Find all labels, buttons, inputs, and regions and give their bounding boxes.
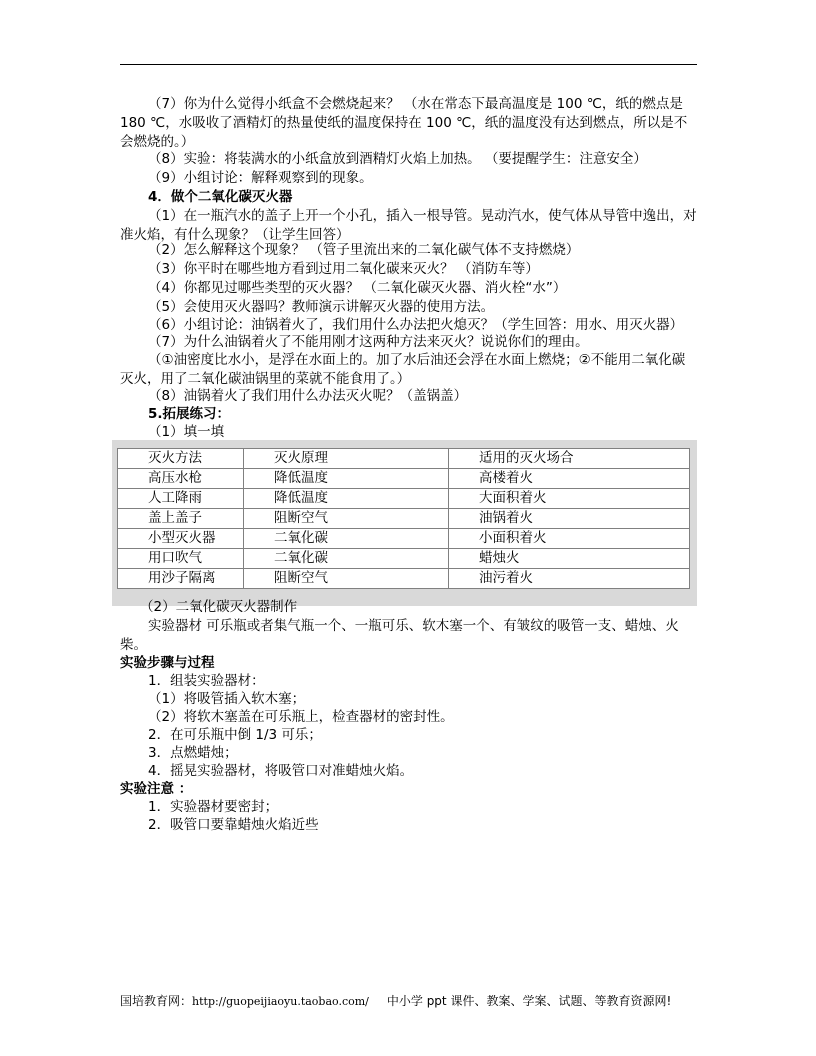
step-1b: （2）将软木塞盖在可乐瓶上，检查器材的密封性。 — [148, 709, 454, 725]
table-cell: 大面积着火 — [449, 489, 690, 509]
step-4-5: （5）会使用灭火器吗？教师演示讲解灭火器的使用方法。 — [148, 299, 495, 315]
table-cell: 小型灭火器 — [118, 529, 244, 549]
table-cell: 降低温度 — [244, 469, 449, 489]
footer-slogan: 中小学 ppt 课件、教案、学案、试题、等教育资源网! — [386, 994, 672, 1008]
section-5-heading: 5.拓展练习： — [148, 406, 231, 422]
table-cell: 蜡烛火 — [449, 549, 690, 569]
table-cell: 油污着火 — [449, 569, 690, 589]
step-4-8: （8）油锅着火了我们用什么办法灭火呢？（盖锅盖） — [148, 388, 468, 404]
table-row — [118, 489, 690, 509]
question-9: （9）小组讨论：解释观察到的现象。 — [148, 170, 373, 186]
fire-methods-table — [117, 448, 690, 589]
header-cell-situation: 适用的灭火场合 — [449, 449, 690, 469]
table-cell: 阻断空气 — [244, 509, 449, 529]
steps-heading: 实验步骤与过程 — [120, 655, 215, 671]
table-header-row — [118, 449, 690, 469]
step-4-2: （2）怎么解释这个现象？ （管子里流出来的二氧化碳气体不支持燃烧） — [148, 242, 580, 258]
step-4-6: （6）小组讨论：油锅着火了，我们用什么办法把火熄灭？（学生回答：用水、用灭火器） — [148, 317, 684, 333]
step-4-7-answer: （①油密度比水小，是浮在水面上的。加了水后油还会浮在水面上燃烧；②不能用二氧化碳灭火，用了二氧化碳油锅里的菜就不能食用了。） — [120, 352, 686, 387]
table-cell: 用口吹气 — [118, 549, 244, 569]
table-cell: 二氧化碳 — [244, 549, 449, 569]
table-row — [118, 529, 690, 549]
section-4-heading: 4．做个二氧化碳灭火器 — [148, 189, 293, 205]
header-cell-method: 灭火方法 — [118, 449, 244, 469]
table-cell: 高压水枪 — [118, 469, 244, 489]
fill-in-title: （1）填一填 — [148, 424, 225, 440]
step-2: 2．在可乐瓶中倒 1/3 可乐； — [148, 727, 322, 743]
header-rule — [120, 64, 697, 65]
notes-heading: 实验注意 ： — [120, 781, 193, 797]
question-7: （7）你为什么觉得小纸盒不会燃烧起来？ （水在常态下最高温度是 100 ℃，纸的燃点是 180 ℃，水吸收了酒精灯的热量使纸的温度保持在 100 ℃，纸的温度没有达到燃点，所以是不会燃烧的。） — [120, 96, 688, 150]
table-row — [118, 469, 690, 489]
step-4-4: （4）你都见过哪些类型的灭火器？ （二氧化碳灭火器、消火栓“水”） — [148, 280, 567, 296]
co2-extinguisher-making-title: （2）二氧化碳灭火器制作 — [140, 599, 298, 615]
materials-text: 实验器材 可乐瓶或者集气瓶一个、一瓶可乐、软木塞一个、有皱纹的吸管一支、蜡烛、火柴。 — [120, 618, 679, 653]
page-footer — [120, 992, 671, 1009]
table-row — [118, 549, 690, 569]
note-1: 1．实验器材要密封； — [148, 799, 279, 815]
table-cell: 油锅着火 — [449, 509, 690, 529]
footer-url-link[interactable]: http://guopeijiaoyu.taobao.com/ — [192, 995, 369, 1008]
step-4-7: （7）为什么油锅着火了不能用刚才这两种方法来灭火？说说你们的理由。 — [148, 334, 589, 350]
step-4: 4．摇晃实验器材，将吸管口对准蜡烛火焰。 — [148, 763, 414, 779]
table-cell: 降低温度 — [244, 489, 449, 509]
table-cell: 用沙子隔离 — [118, 569, 244, 589]
table-cell: 阻断空气 — [244, 569, 449, 589]
table-cell: 小面积着火 — [449, 529, 690, 549]
table-cell: 二氧化碳 — [244, 529, 449, 549]
step-1a: （1）将吸管插入软木塞； — [148, 691, 306, 707]
table-row — [118, 509, 690, 529]
header-cell-principle: 灭火原理 — [244, 449, 449, 469]
table-cell: 盖上盖子 — [118, 509, 244, 529]
table-row — [118, 569, 690, 589]
footer-label: 国培教育网： — [120, 994, 193, 1008]
step-4-1: （1）在一瓶汽水的盖子上开一个小孔，插入一根导管。晃动汽水，使气体从导管中逸出，对准火焰，有什么现象？（让学生回答） — [120, 208, 697, 243]
table-cell: 人工降雨 — [118, 489, 244, 509]
note-2: 2．吸管口要靠蜡烛火焰近些 — [148, 817, 319, 833]
step-1: 1．组装实验器材： — [148, 673, 265, 689]
question-8: （8）实验：将装满水的小纸盒放到酒精灯火焰上加热。 （要提醒学生：注意安全） — [148, 151, 647, 167]
step-3: 3．点燃蜡烛； — [148, 745, 238, 761]
step-4-3: （3）你平时在哪些地方看到过用二氧化碳来灭火？ （消防车等） — [148, 261, 539, 277]
table-cell: 高楼着火 — [449, 469, 690, 489]
